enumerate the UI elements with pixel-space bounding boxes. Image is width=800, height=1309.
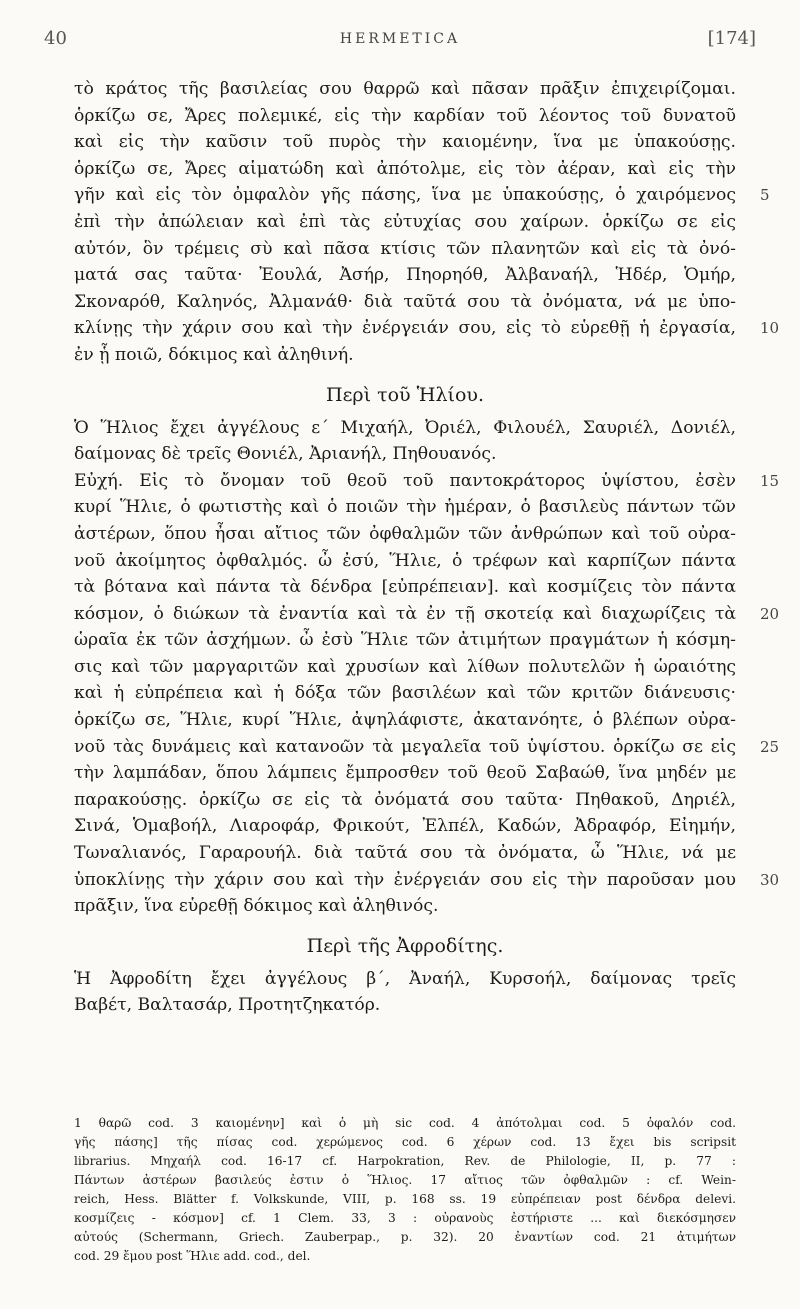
- text-line: ἀστέρων, ὅπου ἦσαι αἴτιος τῶν ὀφθαλμῶν τῶν ἀνθρώπων καὶ τοῦ οὐρα-: [74, 523, 736, 544]
- text-line: καὶ ἡ εὐπρέπεια καὶ ἡ δόξα τῶν βασιλέων καὶ τῶν κριτῶν διάνευσις·: [74, 683, 736, 704]
- apparatus-line: Πάντων ἀστέρων βασιλεύς ἐστιν ὁ Ἥλιος. 17 αἴτιος τῶν ὀφθαλμῶν : cf. Wein-: [74, 1173, 736, 1187]
- text-line: ματά σας ταῦτα· Ἐουλά, Ἀσήρ, Πηορηόθ, Ἀλβαναήλ, Ἡδέρ, Ὁμήρ,: [74, 265, 736, 286]
- main-text: [74, 76, 780, 1019]
- text-line: κυρί Ἥλιε, ὁ φωτιστὴς καὶ ὁ ποιῶν τὴν ἡμέραν, ὁ βασιλεὺς πάντων τῶν: [74, 497, 736, 518]
- text-line: Τωναλιανός, Γαραρουήλ. διὰ ταῦτά σου τὰ ὀνόματα, ὦ Ἥλιε, νά με: [74, 843, 736, 864]
- text-line: Σκοναρόθ, Καληνός, Ἀλμανάθ· διὰ ταῦτά σου τὰ ὀνόματα, νά με ὑπο-: [74, 291, 736, 312]
- text-line: Ἡ Ἀφροδίτη ἔχει ἀγγέλους β΄, Ἀναήλ, Κυρσοήλ, δαίμονας τρεῖς: [74, 968, 736, 989]
- text-line: Βαβέτ, Βαλτασάρ, Προτητζηκατόρ.: [74, 995, 381, 1016]
- text-line: τὴν λαμπάδαν, ὅπου λάμπεις ἔμπροσθεν τοῦ θεοῦ Σαβαώθ, ἵνα μηδέν με: [74, 763, 736, 784]
- text-line: παρακούσῃς. ὁρκίζω σε εἰς τὰ ὀνόματά σου ταῦτα· Πηθακοῦ, Δηριέλ,: [74, 789, 736, 810]
- apparatus-line: cod. 29 ἔμου post Ἥλιε add. cod., del.: [74, 1249, 311, 1263]
- section-heading-sun: Περὶ τοῦ Ἡλίου.: [326, 383, 484, 406]
- line-number: 5: [760, 186, 770, 205]
- text-line: ὁρκίζω σε, Ἄρες αἱματώδη καὶ ἀπότολμε, εἰς τὸν ἀέραν, καὶ εἰς τὴν: [74, 158, 736, 179]
- text-line: κόσμον, ὁ διώκων τὰ ἐναντία καὶ τὰ ἐν τῇ σκοτείᾳ καὶ διαχωρίζεις τὰ 20: [74, 601, 736, 628]
- running-title: HERMETICA: [339, 31, 461, 47]
- text-line: γῆν καὶ εἰς τὸν ὀμφαλὸν γῆς πάσης, ἵνα με ὑπακούσῃς, ὁ χαιρόμενος 5: [74, 182, 736, 209]
- text-line: νοῦ τὰς δυνάμεις καὶ κατανοῶν τὰ μεγαλεῖα τοῦ ὑψίστου. ὁρκίζω σε εἰς 25: [74, 734, 736, 761]
- section-heading-aphrodite: Περὶ τῆς Ἀφροδίτης.: [306, 934, 504, 957]
- line-number: 30: [760, 870, 780, 889]
- text-line: δαίμονας δὲ τρεῖς Θονιέλ, Ἀριανήλ, Πηθουανός.: [74, 444, 497, 465]
- text-line: Εὐχή. Εἰς τὸ ὄνομαν τοῦ θεοῦ τοῦ παντοκράτορος ὑψίστου, ἐσὲν 15: [74, 468, 736, 495]
- text-line: τὸ κράτος τῆς βασιλείας σου θαρρῶ καὶ πᾶσαν πρᾶξιν ἐπιχειρίζομαι.: [74, 79, 736, 99]
- critical-apparatus: [74, 1114, 736, 1266]
- text-line: αὐτόν, ὃν τρέμεις σὺ καὶ πᾶσα κτίσις τῶν πλανητῶν καὶ εἰς τὰ ὀνό-: [74, 238, 736, 259]
- text-line: ὑποκλίνῃς τὴν χάριν σου καὶ τὴν ἐνέργειάν σου εἰς τὴν παροῦσαν μου 30: [74, 867, 736, 894]
- apparatus-line: γῆς πάσης] τῆς πίσας cod. χερώμενος cod. 6 χέρων cod. 13 ἔχει bis scripsit: [74, 1135, 736, 1149]
- text-line: πρᾶξιν, ἵνα εὑρεθῇ δόκιμος καὶ ἀληθινός.: [74, 896, 439, 917]
- apparatus-line: αὐτούς (Schermann, Griech. Zauberpap., p. 32). 20 ἐναντίων cod. 21 ἀτιμήτων: [74, 1230, 736, 1244]
- text-line: ἐπὶ τὴν ἀπώλειαν καὶ ἐπὶ τὰς εὐτυχίας σου χαίρων. ὁρκίζω σε εἰς: [74, 211, 736, 232]
- text-line: Σινά, Ὁμαβοήλ, Λιαροφάρ, Φρικούτ, Ἐλπέλ, Καδών, Ἀδραφόρ, Εἰημήν,: [74, 816, 736, 837]
- text-line: Ὁ Ἥλιος ἔχει ἀγγέλους ε΄ Μιχαήλ, Ὀριέλ, Φιλουέλ, Σαυριέλ, Δονιέλ,: [74, 417, 736, 438]
- page-reference: [174]: [707, 28, 756, 49]
- text-line: καὶ εἰς τὴν καῦσιν τοῦ πυρὸς τὴν καιομένην, ἵνα με ὑπακούσῃς.: [74, 132, 736, 153]
- text-line: ὁρκίζω σε, Ἄρες πολεμικέ, εἰς τὴν καρδίαν τοῦ λέοντος τοῦ δυνατοῦ: [74, 105, 736, 126]
- line-number: 10: [760, 319, 780, 338]
- apparatus-line: reich, Hess. Blätter f. Volkskunde, VIII, p. 168 ss. 19 εὐπρέπειαν post δένδρα delevi.: [74, 1192, 736, 1206]
- apparatus-line: κοσμίζεις - κόσμον] cf. 1 Clem. 33, 3 : οὐρανοὺς ἐστήριστε ... καὶ διεκόσμησεν: [74, 1211, 736, 1225]
- line-number: 20: [760, 604, 780, 623]
- text-line: σις καὶ τῶν μαργαριτῶν καὶ χρυσίων καὶ λίθων πολυτελῶν ἡ ὡραιότης: [74, 656, 736, 677]
- text-line: ἐν ᾗ ποιῶ, δόκιμος καὶ ἀληθινή.: [74, 344, 354, 365]
- page-header: [44, 28, 756, 52]
- text-line: ὡραῖα ἐκ τῶν ἀσχήμων. ὦ ἐσὺ Ἥλιε τῶν ἀτιμήτων πραγμάτων ἡ κόσμη-: [74, 630, 736, 651]
- page-number: 40: [44, 28, 67, 49]
- text-line: κλίνῃς τὴν χάριν σου καὶ τὴν ἐνέργειάν σου, εἰς τὸ εὑρεθῇ ἡ ἐργασία, 10: [74, 315, 736, 342]
- line-number: 15: [760, 471, 780, 490]
- apparatus-line: librarius. Μηχαήλ cod. 16-17 cf. Harpokration, Rev. de Philologie, II, p. 77 :: [74, 1154, 736, 1168]
- text-line: τὰ βότανα καὶ πάντα τὰ δένδρα [εὐπρέπειαν]. καὶ κοσμίζεις τὸν πάντα: [74, 577, 736, 598]
- line-number: 25: [760, 737, 780, 756]
- apparatus-line: 1 θαρῶ cod. 3 καιομένην] καὶ ὁ μὴ sic cod. 4 ἀπότολμαι cod. 5 ὀφαλόν cod.: [74, 1116, 736, 1130]
- text-line: νοῦ ἀκοίμητος ὀφθαλμός. ὦ ἐσύ, Ἥλιε, ὁ τρέφων καὶ καρπίζων πάντα: [74, 550, 736, 571]
- text-line: ὁρκίζω σε, Ἥλιε, κυρί Ἥλιε, ἀψηλάφιστε, ἀκατανόητε, ὁ βλέπων οὐρα-: [74, 710, 736, 731]
